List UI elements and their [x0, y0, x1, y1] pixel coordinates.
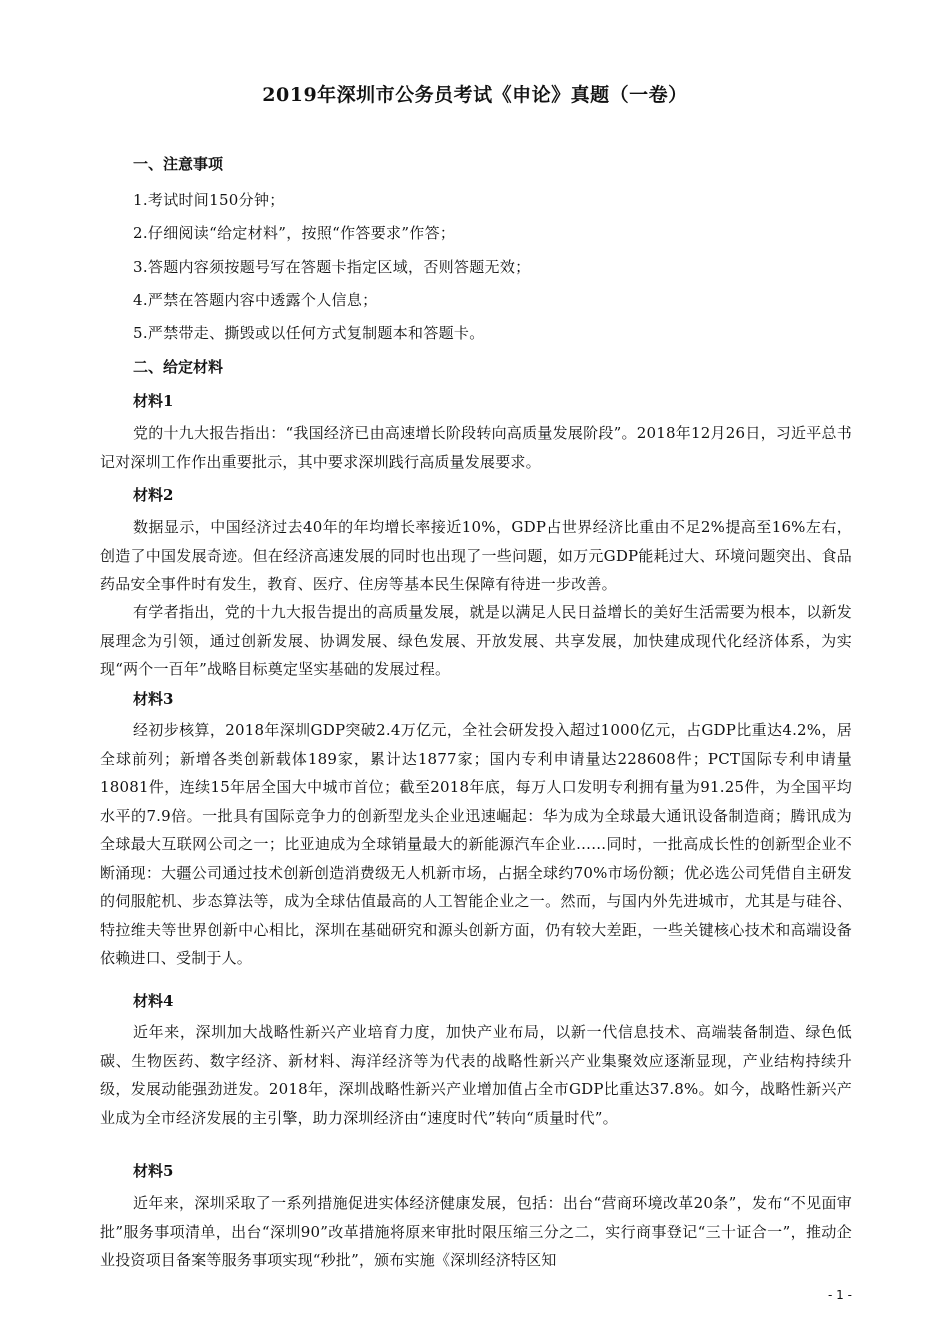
- material-label-4: 材料4: [133, 992, 174, 1010]
- material-label-5: 材料5: [133, 1162, 174, 1180]
- material-2-paragraph-2: 有学者指出，党的十九大报告提出的高质量发展，就是以满足人民日益增长的美好生活需要为根本，以新发展理念为引领，通过创新发展、协调发展、绿色发展、开放发展、共享发展，加快建成现代化经济体系，为实现“两个一百年”战略目标奠定坚实基础的发展过程。: [100, 603, 852, 678]
- notice-item-5: 5.严禁带走、撕毁或以任何方式复制题本和答题卡。: [133, 324, 485, 342]
- notice-item-3: 3.答题内容须按题号写在答题卡指定区域，否则答题无效；: [133, 258, 531, 276]
- material-1-paragraph-1: 党的十九大报告指出：“我国经济已由高速增长阶段转向高质量发展阶段”。2018年12月26日，习近平总书记对深圳工作作出重要批示，其中要求深圳践行高质量发展要求。: [100, 424, 852, 471]
- material-label-1: 材料1: [133, 392, 174, 410]
- notice-item-4: 4.严禁在答题内容中透露个人信息；: [133, 291, 378, 309]
- notice-item-2: 2.仔细阅读“给定材料”，按照“作答要求”作答；: [133, 224, 456, 242]
- section-heading-notice: 一、注意事项: [133, 155, 224, 173]
- material-5-paragraph-1: 近年来，深圳采取了一系列措施促进实体经济健康发展，包括：出台“营商环境改革20条”，发布“不见面审批”服务事项清单，出台“深圳90”改革措施将原来审批时限压缩三分之二，实行商事登记“三十证合一”，推动企业投资项目备案等服务事项实现“秒批”，颁布实施《深圳经济特区知: [100, 1194, 852, 1269]
- material-4-paragraph-1: 近年来，深圳加大战略性新兴产业培育力度，加快产业布局，以新一代信息技术、高端装备制造、绿色低碳、生物医药、数字经济、新材料、海洋经济等为代表的战略性新兴产业集聚效应逐渐显现，产业结构持续升级，发展动能强劲迸发。2018年，深圳战略性新兴产业增加值占全市GDP比重达37.8%。如今，战略性新兴产业成为全市经济发展的主引擎，助力深圳经济由“速度时代”转向“质量时代”。: [100, 1023, 852, 1127]
- notice-item-1: 1.考试时间150分钟；: [133, 191, 285, 209]
- material-3-paragraph-1: 经初步核算，2018年深圳GDP突破2.4万亿元，全社会研发投入超过1000亿元，占GDP比重达4.2%，居全球前列；新增各类创新载体189家，累计达1877家；国内专利申请量达228608件；PCT国际专利申请量18081件，连续15年居全国大中城市首位；截至2018年底，每万人口发明专利拥有量为91.25件，为全国平均水平的7.9倍。一批具有国际竞争力的创新型龙头企业迅速崛起：华为成为全球最大通讯设备制造商；腾讯成为全球最大互联网公司之一；比亚迪成为全球销量最大的新能源汽车企业……同时，一批高成长性的创新型企业不断涌现：大疆公司通过技术创新创造消费级无人机新市场，占据全球约70%市场份额；优必选公司凭借自主研发的伺服舵机、步态算法等，成为全球估值最高的人工智能企业之一。然而，与国内外先进城市，尤其是与硅谷、特拉维夫等世界创新中心相比，深圳在基础研究和源头创新方面，仍有较大差距，一些关键核心技术和高端设备依赖进口、受制于人。: [100, 721, 852, 967]
- material-label-2: 材料2: [133, 486, 174, 504]
- material-2-paragraph-1: 数据显示，中国经济过去40年的年均增长率接近10%，GDP占世界经济比重由不足2%提高至16%左右，创造了中国发展奇迹。但在经济高速发展的同时也出现了一些问题，如万元GDP能耗过大、环境问题突出、食品药品安全事件时有发生，教育、医疗、住房等基本民生保障有待进一步改善。: [100, 518, 852, 593]
- section-heading-materials: 二、给定材料: [133, 358, 224, 376]
- page-title: 2019年深圳市公务员考试《申论》真题（一卷）: [262, 84, 688, 106]
- page-number: - 1 -: [828, 1288, 852, 1302]
- material-label-3: 材料3: [133, 690, 174, 708]
